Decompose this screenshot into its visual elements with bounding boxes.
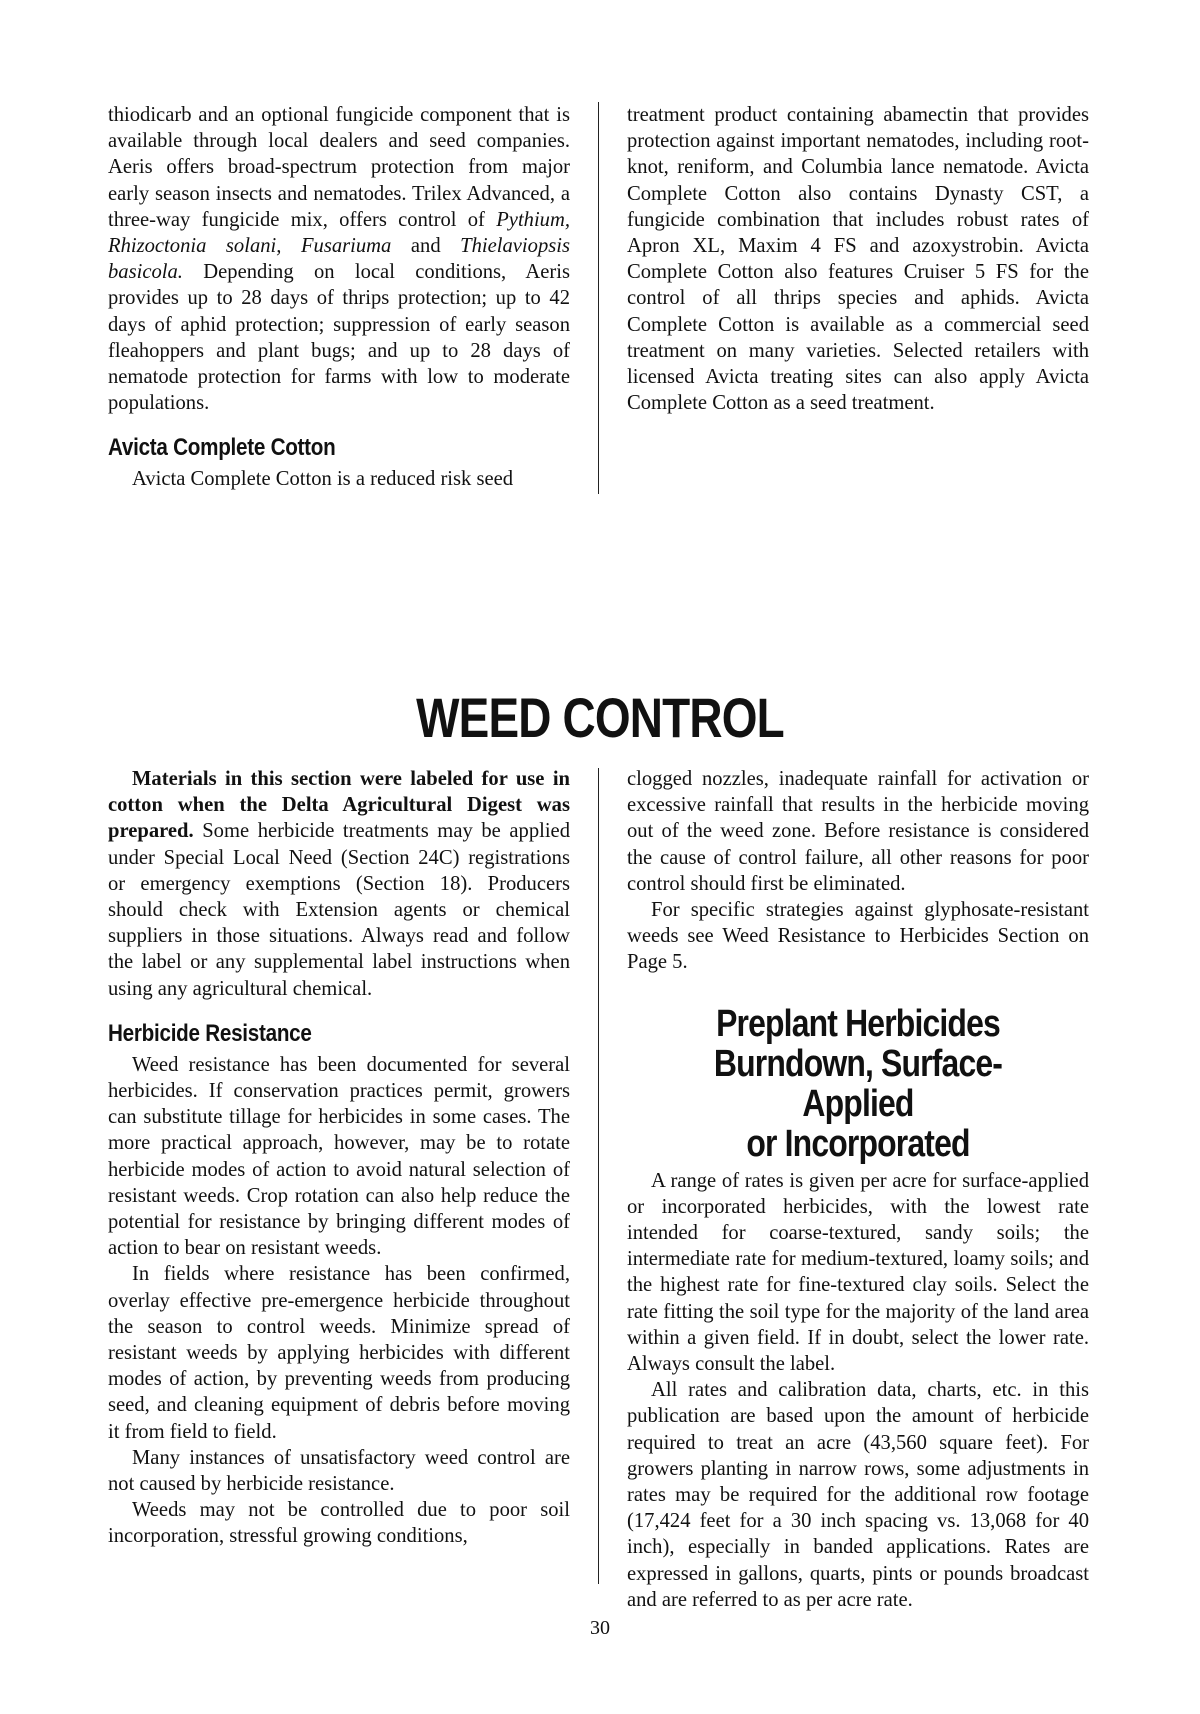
bottom-right-column [627,766,1089,1613]
resistance-paragraph-4: Weeds may not be controlled due to poor soil incorporation, stressful growing conditions, [108,1499,570,1548]
top-right-column [627,102,1089,416]
preplant-herbicides-heading: Preplant Herbicides Burndown, Surface-Applied or Incorporated [713,1002,1003,1165]
resistance-paragraph-2: In fields where resistance has been confirmed, overlay effective pre-emergence herbicide throughout the season to control weeds. Minimize spread of resistant weeds by applying herbicides with different modes of action, by preventing weeds from producing seed, and cleaning equipment of debris before moving it from field to field. [108,1263,570,1443]
avicta-continued-paragraph: treatment product containing abamectin that provides protection against important nematodes, including root-knot, reniform, and Columbia lance nematode. Avicta Complete Cotton also contains Dynasty CST, a fungicide combination that includes robust rates of Apron XL, Maxim 4 FS and azoxystrobin. Avicta Complete Cotton also features Cruiser 5 FS for the control of all thrips species and aphids. Avicta Complete Cotton is available as a commercial seed treatment on many varieties. Selected retailers with licensed Avicta treating sites can also apply Avicta Complete Cotton as a seed treatment. [627,104,1089,415]
resistance-paragraph-3: Many instances of unsatisfactory weed control are not caused by herbicide resistance. [108,1446,570,1496]
aeris-paragraph: thiodicarb and an optional fungicide component that is available through local dealers and seed companies. Aeris offers broad-spectrum protection from major early season insects and nematodes. Trilex Advanced, a three-way fungicide mix, offers control of Pythium, Rhizoctonia solani, Fusariuma and Thielaviopsis basicola. Depending on local conditions, Aeris provides up to 28 days of thrips protection; up to 42 days of aphid protection; suppression of early season fleahoppers and plant bugs; and up to 28 days of nematode protection for farms with low to moderate populations. [108,104,570,415]
bottom-left-column [108,766,570,1550]
top-left-column [108,102,570,493]
section-title: WEED CONTROL [416,686,784,749]
control-failure-paragraph: clogged nozzles, inadequate rainfall for activation or excessive rainfall that results in the herbicide moving out of the weed zone. Before resistance is considered the cause of control failure, all other reasons for poor control should first be eliminated. [627,768,1089,895]
avicta-paragraph: Avicta Complete Cotton is a reduced risk seed [132,468,514,491]
top-column-divider [598,102,599,494]
intro-paragraph: Materials in this section were labeled for use in cotton when the Delta Agricultural Digest was prepared. Some herbicide treatments may be applied under Special Local Need (Section 24C) registrations or emergency exemptions (Section 18). Producers should check with Extension agents or chemical suppliers in those situations. Always read and follow the label or any supplemental label instructions when using any agricultural chemical. [108,768,570,1000]
calibration-paragraph: All rates and calibration data, charts, etc. in this publication are based upon the amount of herbicide required to treat an acre (43,560 square feet). For growers planting in narrow rows, some adjustments in rates may be required for the additional row footage (17,424 feet for a 30 inch spacing vs. 13,068 for 40 inch), especially in banded applications. Rates are expressed in gallons, quarts, pints or pounds broadcast and are referred to as per acre rate. [627,1379,1089,1611]
bottom-column-divider [598,768,599,1584]
herbicide-resistance-heading: Herbicide Resistance [108,1019,312,1047]
rates-paragraph: A range of rates is given per acre for surface-applied or incorporated herbicides, with the lowest rate intended for coarse-textured, sandy soils; the intermediate rate for medium-textured, loamy soils; and the highest rate for fine-textured clay soils. Select the rate fitting the soil type for the majority of the land area within a given field. If in doubt, select the lower rate. Always consult the label. [627,1169,1089,1376]
page-number: 30 [590,1617,610,1639]
glyphosate-paragraph: For specific strategies against glyphosate-resistant weeds see Weed Resistance to Herbicides Section on Page 5. [627,899,1089,974]
avicta-heading: Avicta Complete Cotton [108,434,336,462]
resistance-paragraph-1: Weed resistance has been documented for several herbicides. If conservation practices permit, growers can substitute tillage for herbicides in some cases. The more practical approach, however, may be to rotate herbicide modes of action to avoid natural selection of resistant weeds. Crop rotation can also help reduce the potential for resistance by bringing different modes of action to bear on resistant weeds. [108,1053,570,1260]
